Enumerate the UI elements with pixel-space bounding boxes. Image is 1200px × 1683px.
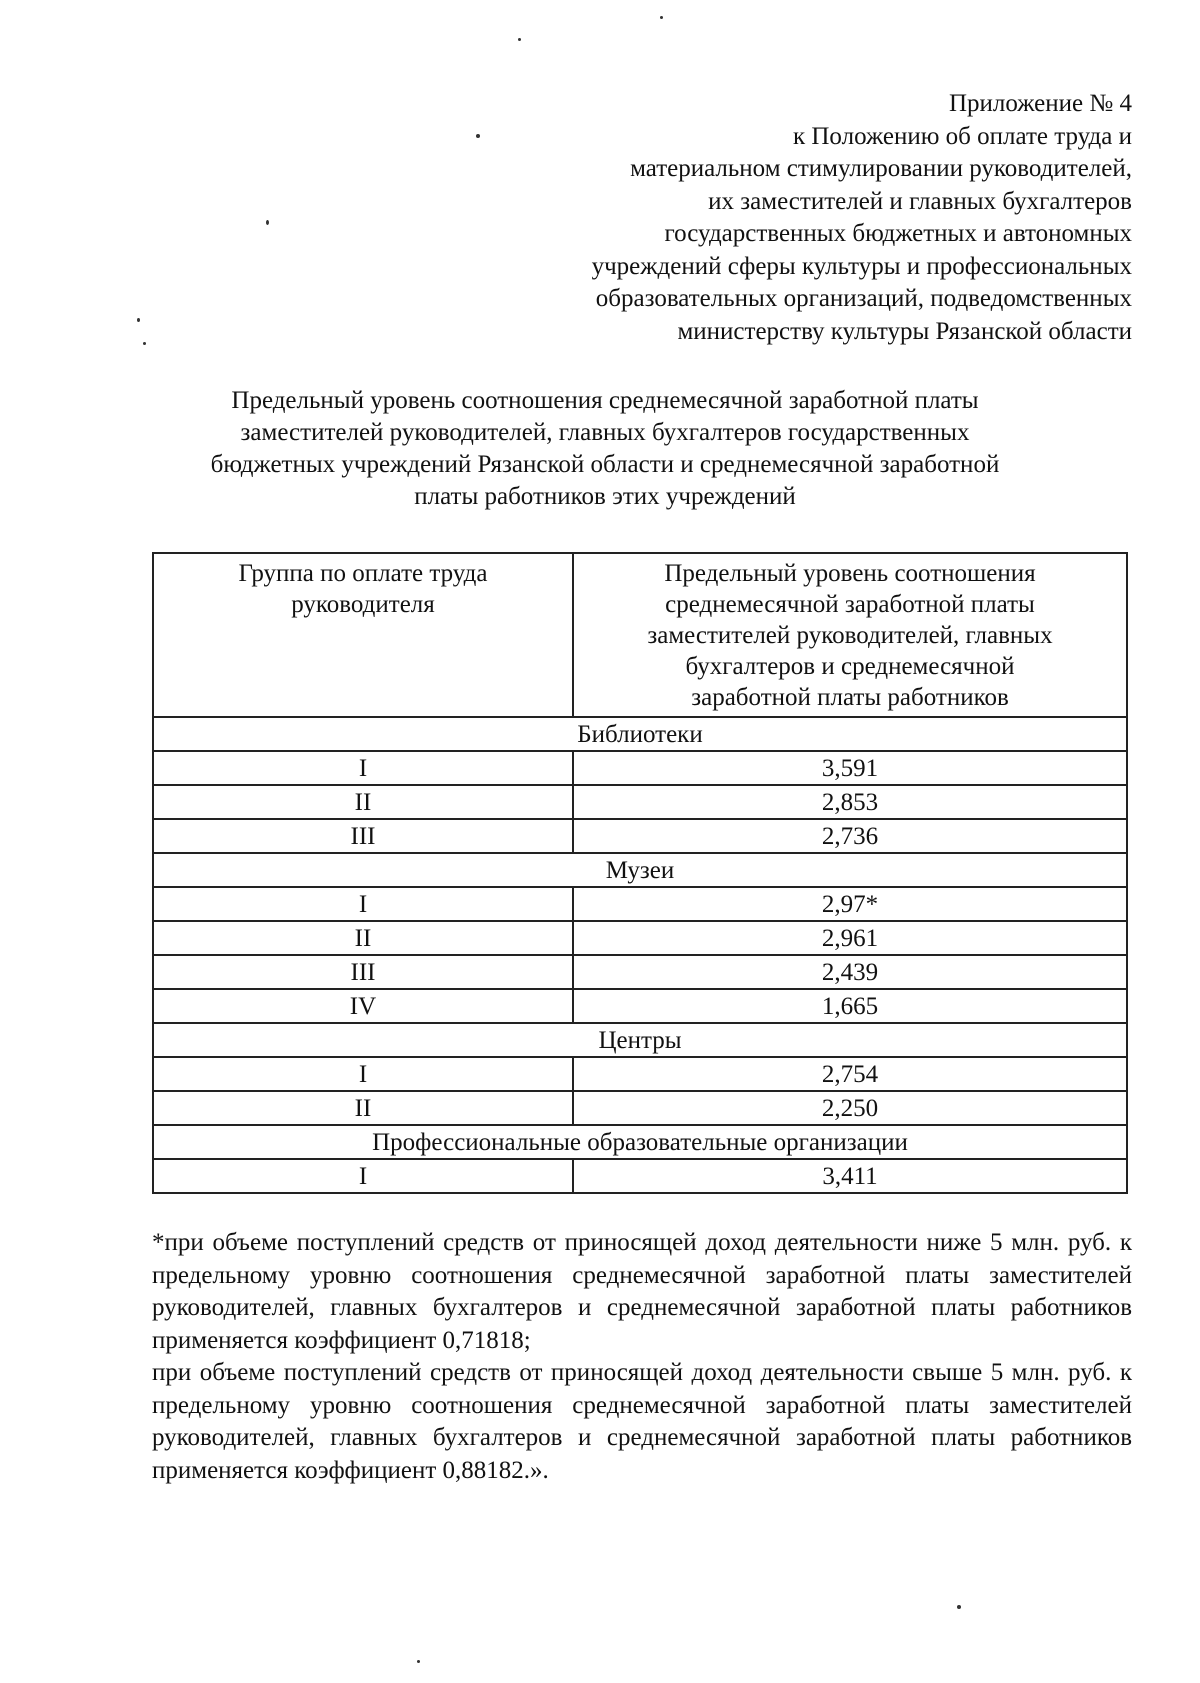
group-cell: III: [153, 819, 573, 853]
section-title: Библиотеки: [153, 717, 1127, 751]
scan-speck: [957, 1605, 961, 1609]
scan-speck: [518, 38, 521, 41]
appendix-line: министерству культуры Рязанской области: [677, 317, 1132, 345]
section-row: [153, 853, 1127, 887]
group-cell: IV: [153, 989, 573, 1023]
scan-speck: [660, 16, 663, 19]
group-cell: III: [153, 955, 573, 989]
section-title: Центры: [153, 1023, 1127, 1057]
title-line: бюджетных учреждений Рязанской области и среднемесячной заработной: [210, 451, 1000, 478]
scan-speck: [137, 318, 140, 322]
table-row: [153, 1159, 1127, 1193]
table-row: [153, 1091, 1127, 1125]
table-row: [153, 989, 1127, 1023]
scan-speck: [266, 220, 269, 225]
header-ratio-line: бухгалтеров и среднемесячной: [685, 653, 1015, 680]
group-cell: I: [153, 1159, 573, 1193]
appendix-line: учреждений сферы культуры и профессиональных: [591, 252, 1132, 280]
section-row: [153, 717, 1127, 751]
header-ratio-line: Предельный уровень соотношения: [664, 560, 1036, 587]
header-ratio-line: заместителей руководителей, главных: [647, 622, 1053, 649]
footnote-paragraph: при объеме поступлений средств от приносящей доход деятельности свыше 5 млн. руб. к предельному уровню соотношения среднемесячной заработной платы заместителей руководителей, главных бухгалтеров и среднемесячной заработной платы работников применяется коэффициент 0,88182.».: [152, 1359, 1132, 1484]
value-cell: 2,961: [573, 921, 1127, 955]
appendix-header: [492, 88, 1132, 348]
header-ratio-line: среднемесячной заработной платы: [665, 591, 1035, 618]
value-cell: 2,439: [573, 955, 1127, 989]
value-cell: 1,665: [573, 989, 1127, 1023]
group-cell: I: [153, 1057, 573, 1091]
table-header-row: [153, 553, 1127, 717]
value-cell: 2,97*: [573, 887, 1127, 921]
title-line: платы работников этих учреждений: [414, 483, 796, 510]
group-cell: I: [153, 751, 573, 785]
section-title: Профессиональные образовательные организации: [153, 1125, 1127, 1159]
section-title: Музеи: [153, 853, 1127, 887]
table-row: [153, 955, 1127, 989]
value-cell: 2,754: [573, 1057, 1127, 1091]
header-group-cell: [153, 553, 573, 717]
value-cell: 2,250: [573, 1091, 1127, 1125]
table-row: [153, 785, 1127, 819]
appendix-line: Приложение № 4: [948, 90, 1132, 117]
section-row: [153, 1125, 1127, 1159]
header-ratio-cell: [573, 553, 1127, 717]
table-row: [153, 1057, 1127, 1091]
appendix-line: образовательных организаций, подведомственных: [595, 285, 1132, 312]
table-row: [153, 921, 1127, 955]
title-line: заместителей руководителей, главных бухгалтеров государственных: [240, 419, 970, 446]
header-group-line: Группа по оплате труда: [238, 560, 488, 587]
value-cell: 3,411: [573, 1159, 1127, 1193]
table-row: [153, 751, 1127, 785]
header-group-line: руководителя: [291, 591, 435, 618]
footnote-paragraph: *при объеме поступлений средств от приносящей доход деятельности ниже 5 млн. руб. к предельному уровню соотношения среднемесячной заработной платы заместителей руководителей, главных бухгалтеров и среднемесячной заработной платы работников применяется коэффициент 0,71818;: [152, 1229, 1132, 1354]
appendix-line: их заместителей и главных бухгалтеров: [708, 187, 1132, 215]
ratio-table: [152, 552, 1128, 1194]
group-cell: II: [153, 785, 573, 819]
header-ratio-line: заработной платы работников: [691, 684, 1009, 711]
table-row: [153, 887, 1127, 921]
appendix-line: материальном стимулировании руководителей,: [630, 155, 1132, 182]
appendix-line: государственных бюджетных и автономных: [664, 220, 1132, 247]
value-cell: 2,853: [573, 785, 1127, 819]
value-cell: 3,591: [573, 751, 1127, 785]
group-cell: II: [153, 1091, 573, 1125]
section-row: [153, 1023, 1127, 1057]
scan-speck: [417, 1660, 420, 1663]
group-cell: II: [153, 921, 573, 955]
scan-speck: [143, 342, 146, 345]
table-row: [153, 819, 1127, 853]
document-title: [140, 385, 1070, 513]
appendix-line: к Положению об оплате труда и: [792, 122, 1132, 150]
title-line: Предельный уровень соотношения среднемесячной заработной платы: [231, 387, 979, 414]
footnote: [152, 1227, 1132, 1487]
scan-speck: [476, 134, 480, 138]
group-cell: I: [153, 887, 573, 921]
value-cell: 2,736: [573, 819, 1127, 853]
